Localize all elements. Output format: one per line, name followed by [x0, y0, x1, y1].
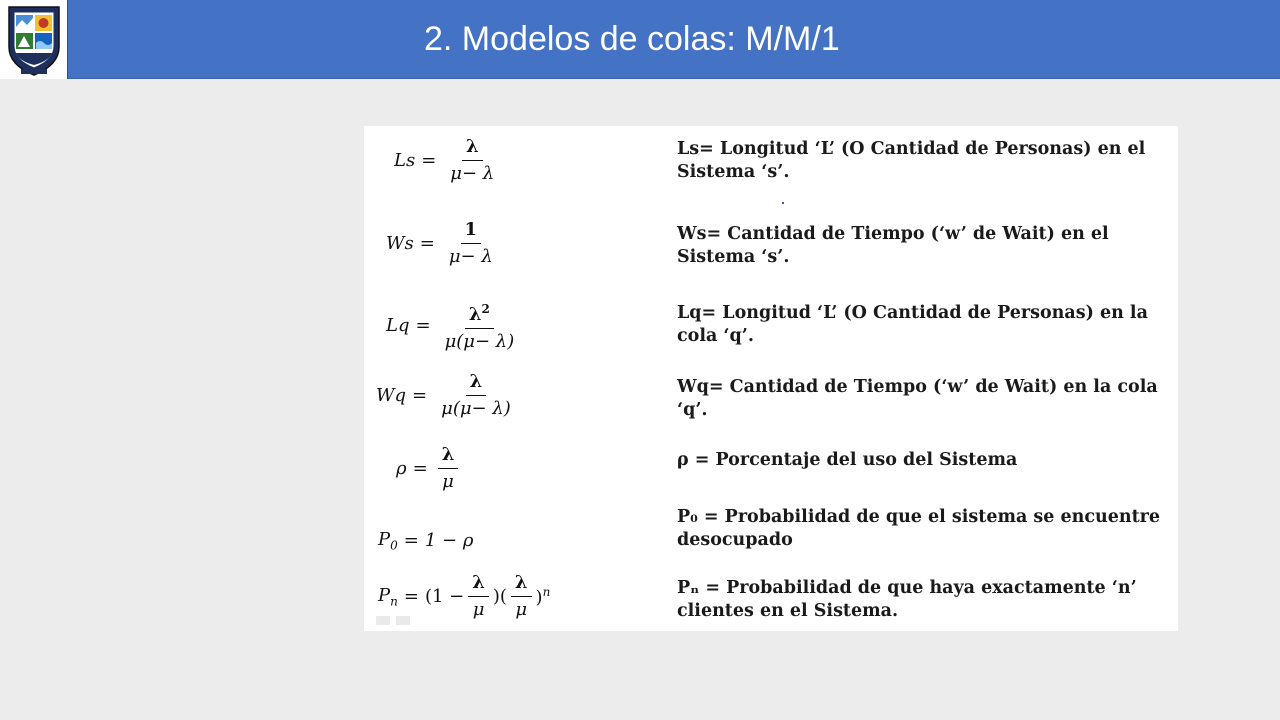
rhs-close [536, 585, 551, 608]
formula-rho [396, 444, 462, 493]
university-logo [0, 0, 68, 79]
faint-arrow-icon [396, 616, 410, 625]
fraction [511, 572, 532, 621]
fraction [445, 219, 497, 268]
fraction-numerator: λ [462, 136, 483, 161]
lhs-base: P [378, 529, 391, 550]
fraction-denominator: μ− λ [450, 163, 495, 184]
fraction [446, 136, 498, 185]
equals-sign: = [419, 233, 435, 254]
formula-lhs [378, 529, 398, 553]
formula-p0 [378, 529, 473, 553]
stray-dot [782, 202, 784, 204]
formula-lhs [378, 585, 398, 609]
fraction-numerator: λ [438, 444, 459, 469]
lhs-base: P [378, 584, 391, 606]
fraction-numerator: λ [511, 572, 532, 597]
formula-description: Ls= Longitud ‘L’ (O Cantidad de Personas) en el Sistema ‘s’. [677, 139, 1146, 182]
equals-sign: = [412, 458, 428, 479]
faint-image-icon [376, 616, 390, 625]
formula-lhs: Ls [394, 150, 416, 171]
rhs-mid: )( [492, 586, 507, 607]
fraction-numerator: 1 [461, 219, 482, 244]
slide-title: 2. Modelos de colas: M/M/1 [424, 20, 840, 58]
numerator-exponent: 2 [481, 302, 490, 316]
formula-ls [394, 136, 502, 185]
formula-rhs: 1 − ρ [424, 530, 474, 552]
equals-sign: = [412, 385, 428, 406]
formula-lhs: Lq [386, 315, 410, 336]
equals-sign: = [415, 315, 431, 336]
rhs-open: (1 − [424, 586, 465, 607]
formula-lq [386, 298, 522, 353]
equals-sign: = [421, 150, 437, 171]
fraction-numerator: λ [466, 371, 487, 396]
fraction [468, 572, 489, 621]
equals-sign: = [403, 586, 419, 607]
numerator-base: λ [468, 304, 482, 325]
fraction [438, 444, 459, 493]
formula-panel [364, 126, 1178, 631]
lhs-subscript: 0 [390, 538, 398, 553]
formula-lhs: Wq [376, 385, 407, 406]
formula-pn [378, 572, 550, 621]
formula-ws [386, 219, 501, 268]
equals-sign: = [403, 530, 419, 552]
fraction-denominator: μ [472, 599, 485, 620]
fraction-denominator: μ(μ− λ) [441, 398, 511, 419]
slide-header [0, 0, 1280, 79]
formula-description: Wq= Cantidad de Tiempo (‘w’ de Wait) en la cola ‘q’. [677, 377, 1158, 420]
fraction-numerator: λ [468, 572, 489, 597]
formula-lhs: ρ [396, 458, 407, 479]
fraction-numerator [465, 298, 494, 329]
fraction-denominator: μ [442, 471, 454, 492]
close-paren: ) [535, 587, 543, 608]
lhs-subscript: n [390, 594, 398, 609]
fraction-denominator: μ− λ [448, 246, 493, 267]
formula-lhs: Ws [386, 233, 414, 254]
fraction [437, 371, 515, 420]
formula-description: P₀ = Probabilidad de que el sistema se encuentre desocupado [677, 507, 1161, 550]
formula-description: Ws= Cantidad de Tiempo (‘w’ de Wait) en el Sistema ‘s’. [677, 224, 1109, 267]
fraction [441, 298, 519, 353]
faint-toolbar-icons [376, 616, 410, 625]
fraction-denominator: μ [515, 599, 528, 620]
rhs-exponent: n [542, 585, 551, 599]
university-seal-icon [3, 3, 65, 77]
formula-description: Pₙ = Probabilidad de que haya exactamente ‘n’ clientes en el Sistema. [677, 578, 1137, 621]
formula-wq [376, 371, 519, 420]
formula-description: Lq= Longitud ‘L’ (O Cantidad de Personas) en la cola ‘q’. [677, 303, 1148, 346]
formula-description: ρ = Porcentaje del uso del Sistema [677, 450, 1018, 470]
fraction-denominator: μ(μ− λ) [444, 331, 515, 352]
